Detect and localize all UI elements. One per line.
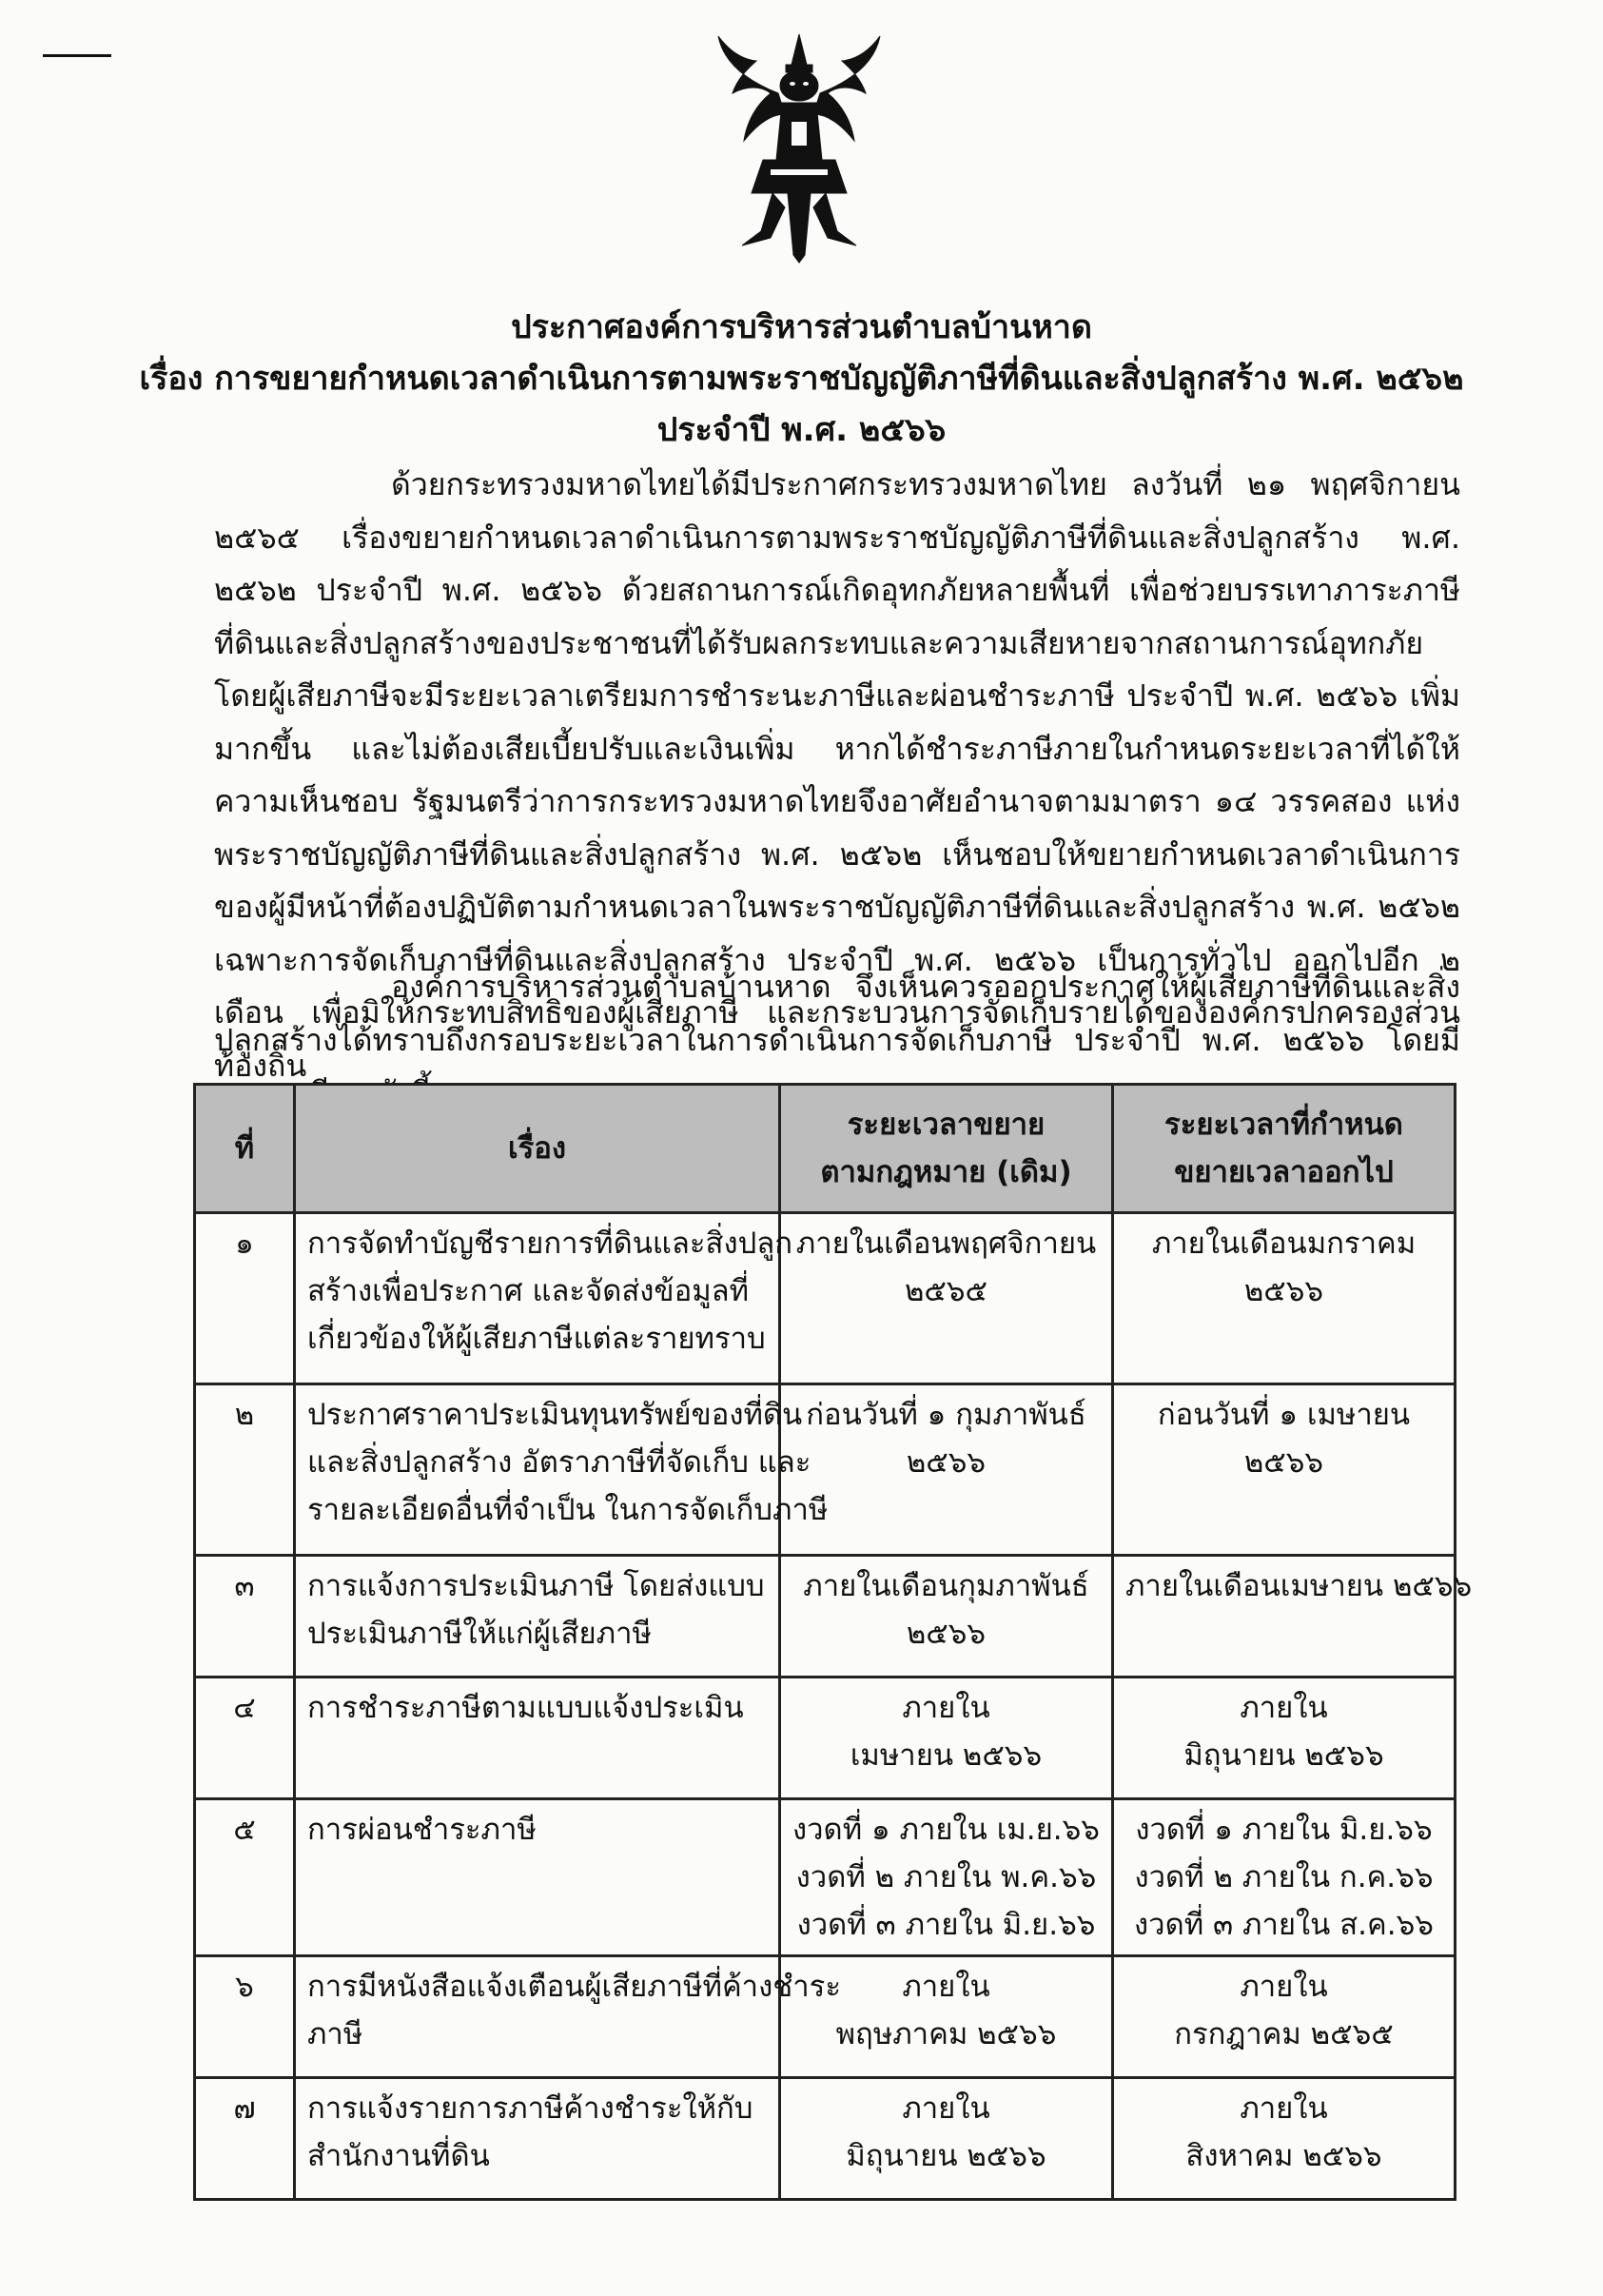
row-subject [295,1213,793,1384]
header-extended-period [1113,1085,1456,1213]
table-row [195,1213,1456,1384]
row-extended-period [1113,1213,1456,1384]
row-extended-period [1113,1956,1456,2078]
row-subject-line: การผ่อนชำระภาษี [307,1813,537,1847]
row-subject-line: รายละเอียดอื่นที่จำเป็น ในการจัดเก็บภาษี [307,1493,829,1527]
announcement-title: ประกาศองค์การบริหารส่วนตำบลบ้านหาด [511,308,1092,346]
table-row [195,1799,1456,1956]
row-extended-period-line: ก่อนวันที่ ๑ เมษายน [1157,1398,1411,1432]
top-dash-mark [43,54,111,57]
row-extended-period-line: กรกฎาคม ๒๕๖๕ [1174,2017,1394,2051]
row-extended-period-line: ภายในเดือนมกราคม [1151,1226,1417,1261]
row-extended-period-line: งวดที่ ๓ ภายใน ส.ค.๖๖ [1134,1908,1434,1942]
row-subject-line: การจัดทำบัญชีรายการที่ดินและสิ่งปลูก [307,1226,793,1261]
header-no: ที่ [195,1085,295,1213]
row-extended-period-line: ๒๕๖๖ [1243,1274,1324,1308]
row-subject-line: การแจ้งการประเมินภาษี โดยส่งแบบ [307,1569,765,1603]
row-original-period-line: พฤษภาคม ๒๕๖๖ [835,2017,1057,2051]
row-extended-period-line: ภายใน [1240,1970,1328,2004]
row-subject-line: ประกาศราคาประเมินทุนทรัพย์ของที่ดิน [307,1398,803,1432]
row-original-period [780,2078,1113,2200]
row-extended-period-line: ภายใน [1240,2091,1328,2126]
row-extended-period [1113,1384,1456,1556]
row-number: ๗ [195,2078,295,2200]
row-subject-line: การมีหนังสือแจ้งเตือนผู้เสียภาษีที่ค้างชำระ [307,1970,841,2004]
row-subject-line: การชำระภาษีตามแบบแจ้งประเมิน [307,1691,744,1725]
row-number: ๒ [195,1384,295,1556]
row-subject-line: เกี่ยวข้องให้ผู้เสียภาษีแต่ละรายทราบ [307,1322,766,1356]
row-extended-period-line: งวดที่ ๒ ภายใน ก.ค.๖๖ [1134,1860,1434,1894]
header-original-period [780,1085,1113,1213]
row-extended-period-line: มิถุนายน ๒๕๖๖ [1183,1738,1384,1773]
row-extended-period [1113,1556,1473,1678]
row-original-period [780,1556,1113,1678]
row-number: ๕ [195,1799,295,1956]
row-original-period-line: ภายใน [902,2091,990,2126]
row-number: ๓ [195,1556,295,1678]
row-original-period-line: ๒๕๖๖ [906,1445,987,1480]
row-original-period [780,1384,1113,1556]
row-extended-period-line: ๒๕๖๖ [1243,1445,1324,1480]
row-original-period-line: ภายใน [902,1691,990,1725]
row-original-period [780,1213,1113,1384]
table-row [195,1556,1456,1678]
row-subject-line: และสิ่งปลูกสร้าง อัตราภาษีที่จัดเก็บ และ [307,1445,811,1480]
header-extended-line-2: ขยายเวลาออกไป [1174,1155,1394,1189]
paragraph-2-text: องค์การบริหารส่วนตำบลบ้านหาด จึงเห็นควรออกประกาศให้ผู้เสียภาษีที่ดินและสิ่งปลูกสร้างได้ทราบถึงกรอบระยะเวลาในการดำเนินการจัดเก็บภาษี ประจำปี พ.ศ. ๒๕๖๖ โดยมี [214,969,1460,1058]
row-original-period-line: ภายในเดือนกุมภาพันธ์ [803,1569,1089,1603]
paragraph-1-text: ด้วยกระทรวงมหาดไทยได้มีประกาศกระทรวงมหาดไทย ลงวันที่ ๒๑ พฤศจิกายน ๒๕๖๕ เรื่องขยายกำหนดเวลาดำเนินการตามพระราชบัญญัติภาษีที่ดินและสิ่งปลูกสร้าง พ.ศ. ๒๕๖๒ ประจำปี พ.ศ. ๒๕๖๖ ด้วยสถานการณ์เกิดอุทกภัยหลายพื้นที่ เพื่อช่วยบรรเทาภาระภาษีที่ดินและสิ่งปลูกสร้างของประชาชนที่ได้รับผลกระทบและความเสียหายจากสถานการณ์อุทกภัย โดยผู้เสียภาษีจะมีระยะเวลาเตรียมการชำระนะภาษีและผ่อนชำระภาษี ประจำปี พ.ศ. ๒๕๖๖ เพิ่มมากขึ้น และไม่ต้องเสียเบี้ยปรับและเงินเพิ่ม หากได้ชำระภาษีภายในกำหนดระยะเวลาที่ได้ให้ความเห็นชอบ รัฐมนตรีว่าการกระทรวงมหาดไทยจึงอาศัยอำนาจตามมาตรา ๑๔ วรรคสอง แห่งพระราชบัญญัติภาษีที่ดินและสิ่งปลูกสร้าง พ.ศ. ๒๕๖๒ เห็นชอบให้ขยายกำหนดเวลาดำเนินการของผู้มีหน้าที่ต้องปฏิบัติตามกำหนดเวลาในพระราชบัญญัติภาษีที่ดินและสิ่งปลูกสร้าง พ.ศ. ๒๕๖๒ เฉพาะการจัดเก็บภาษีที่ดินและสิ่งปลูกสร้าง ประจำปี พ.ศ. ๒๕๖๖ เป็นการทั่วไป ออกไปอีก ๒ เดือน เพื่อมิให้กระทบสิทธิของผู้เสียภาษี และกระบวนการจัดเก็บรายได้ขององค์กรปกครองส่วนท้องถิ่น [214,466,1460,1084]
row-original-period-line: งวดที่ ๑ ภายใน เม.ย.๖๖ [792,1813,1100,1847]
row-extended-period-line: ภายใน [1240,1691,1328,1725]
row-subject [295,2078,780,2200]
row-extended-period-line: ภายในเดือนเมษายน ๒๕๖๖ [1125,1569,1473,1603]
row-subject-line: สำนักงานที่ดิน [307,2139,490,2173]
header-extended-line-1: ระยะเวลาที่กำหนด [1164,1108,1403,1142]
header-original-line-1: ระยะเวลาขยาย [847,1108,1046,1142]
row-number: ๔ [195,1678,295,1799]
row-subject [295,1678,780,1799]
row-original-period-line: งวดที่ ๓ ภายใน มิ.ย.๖๖ [796,1908,1096,1942]
row-subject [295,1384,829,1556]
row-extended-period [1113,1799,1456,1956]
schedule-table [193,1083,1473,2201]
garuda-emblem-icon [704,27,894,265]
row-number: ๑ [195,1213,295,1384]
row-original-period-line: เมษายน ๒๕๖๖ [850,1738,1043,1773]
row-subject-line: ภาษี [307,2017,363,2051]
row-subject [295,1956,841,2078]
row-original-period [780,1678,1113,1799]
header-subject: เรื่อง [295,1085,780,1213]
row-original-period-line: ภายใน [902,1970,990,2004]
table-row [195,1956,1456,2078]
row-subject [295,1556,780,1678]
row-original-period-line: ภายในเดือนพฤศจิกายน [795,1226,1097,1261]
row-original-period-line: มิถุนายน ๒๕๖๖ [846,2139,1046,2173]
row-number: ๖ [195,1956,295,2078]
table-row [195,2078,1456,2200]
row-original-period-line: ก่อนวันที่ ๑ กุมภาพันธ์ [806,1398,1086,1432]
table-header-row [195,1085,1456,1213]
announcement-year: ประจำปี พ.ศ. ๒๕๖๖ [656,411,947,449]
row-extended-period [1113,2078,1456,2200]
row-subject-line: การแจ้งรายการภาษีค้างชำระให้กับ [307,2091,753,2126]
row-extended-period-line: งวดที่ ๑ ภายใน มิ.ย.๖๖ [1135,1813,1433,1847]
table-row [195,1384,1456,1556]
header-original-line-2: ตามกฎหมาย (เดิม) [820,1155,1072,1189]
announcement-subject: เรื่อง การขยายกำหนดเวลาดำเนินการตามพระราชบัญญัติภาษีที่ดินและสิ่งปลูกสร้าง พ.ศ. ๒๕๖๒ [139,360,1464,398]
table-row [195,1678,1456,1799]
row-original-period-line: ๒๕๖๖ [906,1617,987,1651]
row-extended-period [1113,1678,1456,1799]
row-original-period [780,1799,1113,1956]
row-extended-period-line: สิงหาคม ๒๕๖๖ [1185,2139,1382,2173]
row-subject-line: สร้างเพื่อประกาศ และจัดส่งข้อมูลที่ [307,1274,750,1308]
row-subject [295,1799,780,1956]
row-original-period-line: ๒๕๖๕ [904,1274,988,1308]
row-subject-line: ประเมินภาษีให้แก่ผู้เสียภาษี [307,1617,652,1651]
row-original-period-line: งวดที่ ๒ ภายใน พ.ค.๖๖ [795,1860,1097,1894]
table-body [195,1213,1473,2200]
